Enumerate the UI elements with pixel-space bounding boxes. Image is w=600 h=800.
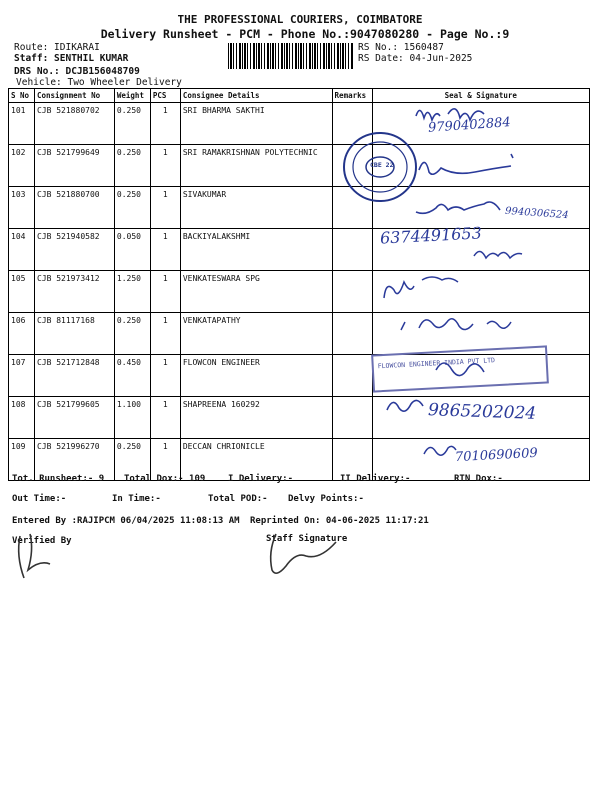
- row-sno: 105: [9, 271, 35, 313]
- row-weight: 0.250: [114, 103, 150, 145]
- out-time: Out Time:-: [12, 494, 67, 504]
- row-remarks: [332, 271, 372, 313]
- signature-105: [378, 270, 478, 310]
- handwritten-phone-108: 9865202024: [427, 400, 537, 424]
- row-weight: 0.050: [114, 229, 150, 271]
- row-pcs: 1: [150, 145, 180, 187]
- total-dox: Total Dox:- 109: [124, 474, 206, 484]
- row-consignee: VENKATESWARA SPG: [180, 271, 332, 313]
- rtn-dox: RTN Dox:-: [454, 474, 503, 484]
- row-consignment: CJB 81117168: [34, 313, 114, 355]
- row-pcs: 1: [150, 103, 180, 145]
- row-weight: 1.100: [114, 397, 150, 439]
- row-sno: 101: [9, 103, 35, 145]
- rs-date-label: RS Date: 04-Jun-2025: [358, 53, 473, 64]
- handwritten-phone-104: 6374491653: [379, 223, 483, 248]
- row-consignment: CJB 521799649: [34, 145, 114, 187]
- rs-no-label: RS No.: 1560487: [358, 42, 444, 53]
- tot-runsheet: Tot. Runsheet:- 9: [12, 474, 105, 484]
- row-weight: 1.250: [114, 271, 150, 313]
- row-weight: 0.250: [114, 439, 150, 481]
- total-pod: Total POD:-: [208, 494, 268, 504]
- row-consignment: CJB 521880702: [34, 103, 114, 145]
- row-remarks: [332, 397, 372, 439]
- row-consignee: SRI RAMAKRISHNAN POLYTECHNIC: [180, 145, 332, 187]
- handwritten-phone-101: 9790402884: [427, 115, 512, 136]
- row-pcs: 1: [150, 397, 180, 439]
- delvy-points: Delvy Points:-: [288, 494, 364, 504]
- route-label: Route: IDIKARAI: [14, 42, 100, 53]
- drs-label: DRS No.: DCJB156048709: [14, 66, 140, 77]
- signature-109: [420, 438, 460, 462]
- row-pcs: 1: [150, 229, 180, 271]
- row-consignee: BACKIYALAKSHMI: [180, 229, 332, 271]
- i-delivery: I Delivery:-: [228, 474, 294, 484]
- row-weight: 0.250: [114, 313, 150, 355]
- verified-by-signature: [10, 530, 70, 582]
- row-sno: 103: [9, 187, 35, 229]
- row-consignee: VENKATAPATHY: [180, 313, 332, 355]
- col-header-sno: S No: [9, 89, 35, 103]
- staff-signature-label: Staff Signature: [266, 534, 348, 544]
- signature-102: [415, 148, 525, 183]
- signature-106: [395, 310, 525, 340]
- signature-103: [412, 194, 507, 222]
- row-weight: 0.450: [114, 355, 150, 397]
- col-header-seal: Seal & Signature: [372, 89, 589, 103]
- row-consignment: CJB 521712848: [34, 355, 114, 397]
- row-pcs: 1: [150, 355, 180, 397]
- vehicle-label: Vehicle: Two Wheeler Delivery: [16, 77, 182, 88]
- row-consignee: FLOWCON ENGINEER: [180, 355, 332, 397]
- verified-by: Verified By: [12, 536, 72, 546]
- row-sno: 108: [9, 397, 35, 439]
- row-sno: 109: [9, 439, 35, 481]
- row-weight: 0.250: [114, 145, 150, 187]
- row-consignment: CJB 521799605: [34, 397, 114, 439]
- entered-by: Entered By :RAJIPCM 06/04/2025 11:08:13 AM: [12, 516, 240, 526]
- row-sno: 107: [9, 355, 35, 397]
- handwritten-phone-109: 7010690609: [454, 445, 539, 466]
- signature-108: [383, 392, 433, 420]
- col-header-consignee: Consignee Details: [180, 89, 332, 103]
- company-title: THE PROFESSIONAL COURIERS, COIMBATORE: [177, 13, 423, 26]
- row-consignment: CJB 521880700: [34, 187, 114, 229]
- runsheet-subtitle: Delivery Runsheet - PCM - Phone No.:9047080280 - Page No.:9: [100, 27, 510, 41]
- reprinted-on: Reprinted On: 04-06-2025 11:17:21: [250, 516, 429, 526]
- table-row: [9, 271, 590, 313]
- row-remarks: [332, 355, 372, 397]
- col-header-pcs: PCS: [150, 89, 180, 103]
- row-pcs: 1: [150, 187, 180, 229]
- row-pcs: 1: [150, 271, 180, 313]
- row-remarks: [332, 313, 372, 355]
- row-pcs: 1: [150, 439, 180, 481]
- row-consignment: CJB 521973412: [34, 271, 114, 313]
- row-sno: 102: [9, 145, 35, 187]
- row-consignee: SIVAKUMAR: [180, 187, 332, 229]
- row-consignee: SHAPREENA 160292: [180, 397, 332, 439]
- row-consignee: SRI BHARMA SAKTHI: [180, 103, 332, 145]
- row-weight: 0.250: [114, 187, 150, 229]
- signature-104: [470, 244, 530, 264]
- row-sno: 104: [9, 229, 35, 271]
- col-header-weight: Weight: [114, 89, 150, 103]
- flowcon-stamp-text: FLOWCON ENGINEER INDIA PVT LTD: [377, 356, 496, 371]
- staff-label: Staff: SENTHIL KUMAR: [14, 53, 129, 64]
- in-time: In Time:-: [112, 494, 161, 504]
- signature-107: [430, 352, 500, 387]
- col-header-remarks: Remarks: [332, 89, 372, 103]
- staff-signature: [262, 530, 352, 578]
- row-remarks: [332, 229, 372, 271]
- barcode: [228, 43, 353, 69]
- ii-delivery: II Delivery:-: [340, 474, 411, 484]
- handwritten-phone-103: 9940306524: [504, 205, 569, 222]
- row-pcs: 1: [150, 313, 180, 355]
- row-sno: 106: [9, 313, 35, 355]
- row-consignment: CJB 521996270: [34, 439, 114, 481]
- row-consignment: CJB 521940582: [34, 229, 114, 271]
- col-header-consignment: Consignment No: [34, 89, 114, 103]
- signature-101: [410, 100, 520, 128]
- polytechnic-seal-text: CBE 22: [370, 161, 394, 169]
- row-consignee: DECCAN CHRIONICLE: [180, 439, 332, 481]
